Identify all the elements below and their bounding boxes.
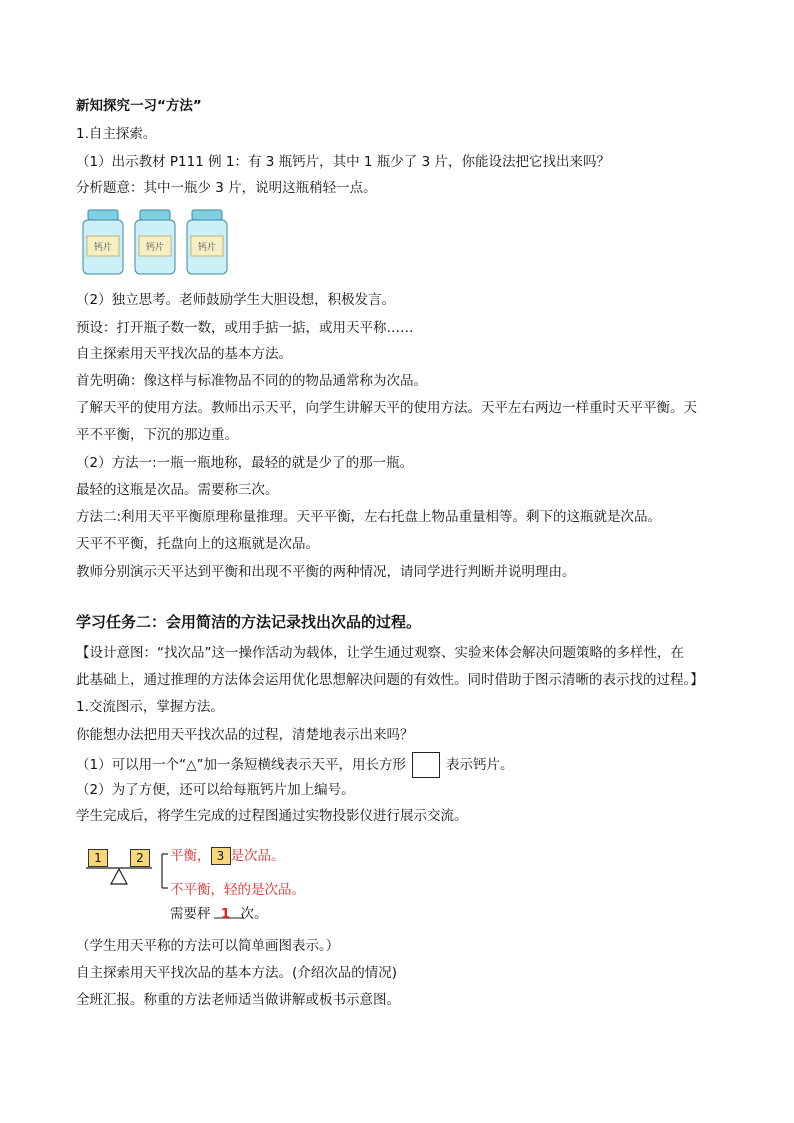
jar-label: 钙片 — [197, 243, 217, 253]
paragraph: 预设：打开瓶子数一数，或用手掂一掂，或用天平称…… — [76, 320, 414, 336]
balance-diagram — [86, 842, 346, 924]
paragraph: 天平不平衡，托盘向上的这瓶就是次品。 — [76, 536, 319, 552]
bottle-box-2: 2 — [130, 849, 150, 867]
paragraph: 分析题意：其中一瓶少 3 片，说明这瓶稍轻一点。 — [76, 180, 377, 196]
rectangle-symbol — [412, 752, 440, 778]
paragraph: 1.自主探索。 — [76, 126, 157, 142]
paragraph: 最轻的这瓶是次品。需要称三次。 — [76, 482, 279, 498]
paragraph: （1）出示教材 P111 例 1：有 3 瓶钙片，其中 1 瓶少了 3 片，你能设法把它找出来吗？ — [76, 154, 610, 170]
bottle-box-1: 1 — [88, 849, 108, 867]
paragraph: 教师分别演示天平达到平衡和出现不平衡的两种情况，请同学进行判断并说明理由。 — [76, 564, 576, 580]
balanced-result: 是次品。 — [230, 848, 285, 864]
jar-label: 钙片 — [145, 243, 165, 253]
times-number: 1 — [220, 906, 231, 922]
text-span: 需要秤 — [170, 906, 211, 922]
paragraph: 自主探索用天平找次品的基本方法。 — [76, 346, 292, 362]
jar-label: 钙片 — [93, 243, 113, 253]
text-span: （1）可以用一个“△”加一条短横线表示天平，用长方形 — [76, 757, 406, 773]
unbalanced-branch: 不平衡，轻的是次品。 — [170, 882, 305, 898]
paragraph: 了解天平的使用方法。教师出示天平，向学生讲解天平的使用方法。天平左右两边一样重时天平平衡。天 — [76, 400, 697, 416]
paragraph: 你能想办法把用天平找次品的过程，清楚地表示出来吗？ — [76, 727, 414, 743]
paragraph: 平不平衡，下沉的那边重。 — [76, 427, 238, 443]
text-span: 表示钙片。 — [445, 757, 514, 773]
times-needed — [170, 902, 268, 922]
paragraph: 全班汇报。称重的方法老师适当做讲解或板书示意图。 — [76, 992, 400, 1008]
balanced-text: 平衡， — [170, 848, 211, 864]
section-title: 新知探究一习“方法” — [76, 98, 202, 114]
design-intent: 【设计意图：“找次品”这一操作活动为载体，让学生通过观察、实验来体会解决问题策略的多样性，在 — [76, 645, 684, 661]
calcium-jars-illustration — [80, 208, 230, 276]
paragraph: （2）独立思考。老师鼓励学生大胆设想，积极发言。 — [76, 292, 396, 308]
paragraph — [76, 752, 513, 778]
task-heading: 学习任务二：会用简洁的方法记录找出次品的过程。 — [76, 613, 422, 631]
jar-icon — [135, 210, 175, 274]
jar-icon — [83, 210, 123, 274]
text-span: 次。 — [240, 906, 268, 922]
paragraph: 方法二:利用天平平衡原理称量推理。天平平衡，左右托盘上物品重量相等。剩下的这瓶就是次品。 — [76, 509, 662, 525]
jar-icon — [187, 210, 227, 274]
design-intent: 此基础上，通过推理的方法体会运用优化思想解决问题的有效性。同时借助于图示清晰的表示找的过程。】 — [76, 672, 704, 688]
paragraph: 自主探索用天平找次品的基本方法。(介绍次品的情况) — [76, 965, 398, 981]
paragraph: （2）为了方便，还可以给每瓶钙片加上编号。 — [76, 782, 355, 798]
paragraph: 1.交流图示，掌握方法。 — [76, 699, 224, 715]
paragraph: 学生完成后，将学生完成的过程图通过实物投影仪进行展示交流。 — [76, 808, 468, 824]
balanced-branch — [170, 844, 285, 865]
bottle-box-3: 3 — [211, 847, 231, 865]
paragraph: 首先明确：像这样与标准物品不同的的物品通常称为次品。 — [76, 373, 427, 389]
paragraph: （2）方法一:一瓶一瓶地称，最轻的就是少了的那一瓶。 — [76, 455, 414, 471]
paragraph: （学生用天平称的方法可以简单画图表示。） — [76, 938, 340, 954]
